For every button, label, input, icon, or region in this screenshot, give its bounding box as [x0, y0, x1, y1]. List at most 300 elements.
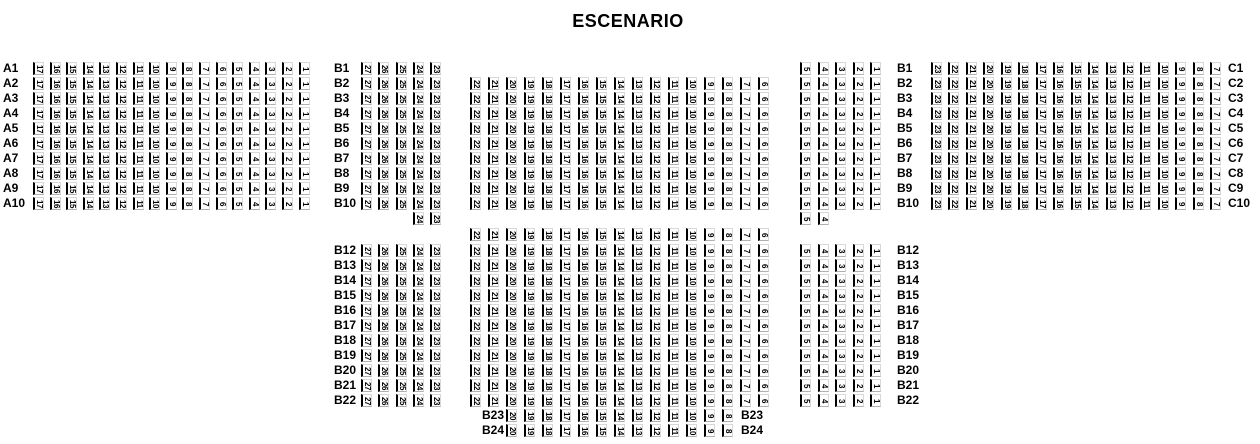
- seat-cell[interactable]: [668, 319, 679, 332]
- seat-cell[interactable]: [542, 259, 553, 272]
- seat-cell[interactable]: [668, 364, 679, 377]
- seat-cell[interactable]: [931, 197, 942, 210]
- seat-cell[interactable]: [983, 197, 994, 210]
- seat-cell[interactable]: [1071, 77, 1082, 90]
- seat-cell[interactable]: [578, 167, 589, 180]
- seat-cell[interactable]: [853, 349, 864, 362]
- seat-cell[interactable]: [931, 62, 942, 75]
- seat-cell[interactable]: [835, 122, 846, 135]
- seat-cell[interactable]: [686, 394, 697, 407]
- seat-cell[interactable]: [983, 92, 994, 105]
- seat-cell[interactable]: [413, 304, 424, 317]
- seat-cell[interactable]: [983, 62, 994, 75]
- seat-cell[interactable]: [1175, 107, 1186, 120]
- seat-cell[interactable]: [470, 349, 481, 362]
- seat-cell[interactable]: [1018, 197, 1029, 210]
- seat-cell[interactable]: [560, 137, 571, 150]
- seat-cell[interactable]: [430, 319, 441, 332]
- seat-cell[interactable]: [1158, 107, 1169, 120]
- seat-cell[interactable]: [1106, 62, 1117, 75]
- seat-cell[interactable]: [506, 394, 517, 407]
- seat-cell[interactable]: [818, 137, 829, 150]
- seat-cell[interactable]: [413, 244, 424, 257]
- seat-cell[interactable]: [800, 122, 811, 135]
- seat-cell[interactable]: [50, 122, 61, 135]
- seat-cell[interactable]: [596, 349, 607, 362]
- seat-cell[interactable]: [396, 334, 407, 347]
- seat-cell[interactable]: [722, 394, 733, 407]
- seat-cell[interactable]: [282, 167, 293, 180]
- seat-cell[interactable]: [722, 182, 733, 195]
- seat-cell[interactable]: [758, 304, 769, 317]
- seat-cell[interactable]: [835, 319, 846, 332]
- seat-cell[interactable]: [1001, 107, 1012, 120]
- seat-cell[interactable]: [430, 137, 441, 150]
- seat-cell[interactable]: [470, 289, 481, 302]
- seat-cell[interactable]: [632, 334, 643, 347]
- seat-cell[interactable]: [870, 289, 881, 302]
- seat-cell[interactable]: [232, 77, 243, 90]
- seat-cell[interactable]: [596, 228, 607, 241]
- seat-cell[interactable]: [1193, 197, 1204, 210]
- seat-cell[interactable]: [378, 122, 389, 135]
- seat-cell[interactable]: [361, 92, 372, 105]
- seat-cell[interactable]: [722, 122, 733, 135]
- seat-cell[interactable]: [818, 197, 829, 210]
- seat-cell[interactable]: [853, 62, 864, 75]
- seat-cell[interactable]: [488, 182, 499, 195]
- seat-cell[interactable]: [931, 77, 942, 90]
- seat-cell[interactable]: [1036, 167, 1047, 180]
- seat-cell[interactable]: [870, 77, 881, 90]
- seat-cell[interactable]: [578, 244, 589, 257]
- seat-cell[interactable]: [560, 167, 571, 180]
- seat-cell[interactable]: [668, 137, 679, 150]
- seat-cell[interactable]: [1175, 197, 1186, 210]
- seat-cell[interactable]: [722, 77, 733, 90]
- seat-cell[interactable]: [182, 107, 193, 120]
- seat-cell[interactable]: [33, 122, 44, 135]
- seat-cell[interactable]: [99, 197, 110, 210]
- seat-cell[interactable]: [99, 137, 110, 150]
- seat-cell[interactable]: [430, 394, 441, 407]
- seat-cell[interactable]: [66, 137, 77, 150]
- seat-cell[interactable]: [166, 182, 177, 195]
- seat-cell[interactable]: [361, 107, 372, 120]
- seat-cell[interactable]: [1106, 107, 1117, 120]
- seat-cell[interactable]: [758, 259, 769, 272]
- seat-cell[interactable]: [704, 424, 715, 437]
- seat-cell[interactable]: [1175, 152, 1186, 165]
- seat-cell[interactable]: [470, 379, 481, 392]
- seat-cell[interactable]: [430, 62, 441, 75]
- seat-cell[interactable]: [614, 289, 625, 302]
- seat-cell[interactable]: [378, 289, 389, 302]
- seat-cell[interactable]: [1018, 137, 1029, 150]
- seat-cell[interactable]: [835, 304, 846, 317]
- seat-cell[interactable]: [870, 122, 881, 135]
- seat-cell[interactable]: [948, 182, 959, 195]
- seat-cell[interactable]: [853, 274, 864, 287]
- seat-cell[interactable]: [396, 197, 407, 210]
- seat-cell[interactable]: [870, 182, 881, 195]
- seat-cell[interactable]: [596, 394, 607, 407]
- seat-cell[interactable]: [758, 274, 769, 287]
- seat-cell[interactable]: [870, 107, 881, 120]
- seat-cell[interactable]: [1088, 137, 1099, 150]
- seat-cell[interactable]: [853, 167, 864, 180]
- seat-cell[interactable]: [853, 334, 864, 347]
- seat-cell[interactable]: [299, 77, 310, 90]
- seat-cell[interactable]: [668, 92, 679, 105]
- seat-cell[interactable]: [542, 244, 553, 257]
- seat-cell[interactable]: [282, 62, 293, 75]
- seat-cell[interactable]: [722, 364, 733, 377]
- seat-cell[interactable]: [413, 167, 424, 180]
- seat-cell[interactable]: [1210, 167, 1221, 180]
- seat-cell[interactable]: [265, 167, 276, 180]
- seat-cell[interactable]: [33, 137, 44, 150]
- seat-cell[interactable]: [282, 122, 293, 135]
- seat-cell[interactable]: [182, 77, 193, 90]
- seat-cell[interactable]: [166, 167, 177, 180]
- seat-cell[interactable]: [1001, 182, 1012, 195]
- seat-cell[interactable]: [614, 319, 625, 332]
- seat-cell[interactable]: [1071, 137, 1082, 150]
- seat-cell[interactable]: [361, 182, 372, 195]
- seat-cell[interactable]: [166, 62, 177, 75]
- seat-cell[interactable]: [470, 107, 481, 120]
- seat-cell[interactable]: [818, 289, 829, 302]
- seat-cell[interactable]: [596, 409, 607, 422]
- seat-cell[interactable]: [835, 274, 846, 287]
- seat-cell[interactable]: [560, 107, 571, 120]
- seat-cell[interactable]: [1088, 92, 1099, 105]
- seat-cell[interactable]: [704, 244, 715, 257]
- seat-cell[interactable]: [1106, 182, 1117, 195]
- seat-cell[interactable]: [800, 334, 811, 347]
- seat-cell[interactable]: [182, 122, 193, 135]
- seat-cell[interactable]: [614, 274, 625, 287]
- seat-cell[interactable]: [282, 182, 293, 195]
- seat-cell[interactable]: [33, 107, 44, 120]
- seat-cell[interactable]: [133, 77, 144, 90]
- seat-cell[interactable]: [668, 107, 679, 120]
- seat-cell[interactable]: [378, 197, 389, 210]
- seat-cell[interactable]: [396, 182, 407, 195]
- seat-cell[interactable]: [983, 167, 994, 180]
- seat-cell[interactable]: [596, 334, 607, 347]
- seat-cell[interactable]: [1018, 62, 1029, 75]
- seat-cell[interactable]: [632, 379, 643, 392]
- seat-cell[interactable]: [1071, 182, 1082, 195]
- seat-cell[interactable]: [800, 212, 811, 225]
- seat-cell[interactable]: [66, 62, 77, 75]
- seat-cell[interactable]: [488, 394, 499, 407]
- seat-cell[interactable]: [686, 92, 697, 105]
- seat-cell[interactable]: [396, 122, 407, 135]
- seat-cell[interactable]: [818, 152, 829, 165]
- seat-cell[interactable]: [596, 182, 607, 195]
- seat-cell[interactable]: [853, 107, 864, 120]
- seat-cell[interactable]: [182, 197, 193, 210]
- seat-cell[interactable]: [1106, 152, 1117, 165]
- seat-cell[interactable]: [396, 349, 407, 362]
- seat-cell[interactable]: [66, 107, 77, 120]
- seat-cell[interactable]: [232, 197, 243, 210]
- seat-cell[interactable]: [470, 122, 481, 135]
- seat-cell[interactable]: [413, 152, 424, 165]
- seat-cell[interactable]: [948, 77, 959, 90]
- seat-cell[interactable]: [1071, 167, 1082, 180]
- seat-cell[interactable]: [668, 197, 679, 210]
- seat-cell[interactable]: [818, 62, 829, 75]
- seat-cell[interactable]: [396, 77, 407, 90]
- seat-cell[interactable]: [800, 379, 811, 392]
- seat-cell[interactable]: [818, 122, 829, 135]
- seat-cell[interactable]: [1001, 137, 1012, 150]
- seat-cell[interactable]: [1088, 197, 1099, 210]
- seat-cell[interactable]: [722, 137, 733, 150]
- seat-cell[interactable]: [560, 409, 571, 422]
- seat-cell[interactable]: [1053, 77, 1064, 90]
- seat-cell[interactable]: [265, 107, 276, 120]
- seat-cell[interactable]: [686, 244, 697, 257]
- seat-cell[interactable]: [614, 364, 625, 377]
- seat-cell[interactable]: [1036, 62, 1047, 75]
- seat-cell[interactable]: [686, 349, 697, 362]
- seat-cell[interactable]: [818, 107, 829, 120]
- seat-cell[interactable]: [488, 107, 499, 120]
- seat-cell[interactable]: [632, 364, 643, 377]
- seat-cell[interactable]: [948, 107, 959, 120]
- seat-cell[interactable]: [133, 62, 144, 75]
- seat-cell[interactable]: [668, 122, 679, 135]
- seat-cell[interactable]: [361, 349, 372, 362]
- seat-cell[interactable]: [506, 289, 517, 302]
- seat-cell[interactable]: [704, 349, 715, 362]
- seat-cell[interactable]: [668, 274, 679, 287]
- seat-cell[interactable]: [506, 228, 517, 241]
- seat-cell[interactable]: [818, 167, 829, 180]
- seat-cell[interactable]: [430, 304, 441, 317]
- seat-cell[interactable]: [632, 167, 643, 180]
- seat-cell[interactable]: [722, 167, 733, 180]
- seat-cell[interactable]: [265, 137, 276, 150]
- seat-cell[interactable]: [1088, 122, 1099, 135]
- seat-cell[interactable]: [1175, 182, 1186, 195]
- seat-cell[interactable]: [650, 197, 661, 210]
- seat-cell[interactable]: [396, 274, 407, 287]
- seat-cell[interactable]: [632, 122, 643, 135]
- seat-cell[interactable]: [650, 228, 661, 241]
- seat-cell[interactable]: [596, 319, 607, 332]
- seat-cell[interactable]: [800, 62, 811, 75]
- seat-cell[interactable]: [361, 122, 372, 135]
- seat-cell[interactable]: [524, 304, 535, 317]
- seat-cell[interactable]: [966, 77, 977, 90]
- seat-cell[interactable]: [361, 289, 372, 302]
- seat-cell[interactable]: [378, 167, 389, 180]
- seat-cell[interactable]: [740, 304, 751, 317]
- seat-cell[interactable]: [1210, 137, 1221, 150]
- seat-cell[interactable]: [722, 304, 733, 317]
- seat-cell[interactable]: [596, 197, 607, 210]
- seat-cell[interactable]: [249, 62, 260, 75]
- seat-cell[interactable]: [853, 77, 864, 90]
- seat-cell[interactable]: [506, 409, 517, 422]
- seat-cell[interactable]: [33, 197, 44, 210]
- seat-cell[interactable]: [596, 152, 607, 165]
- seat-cell[interactable]: [668, 409, 679, 422]
- seat-cell[interactable]: [704, 182, 715, 195]
- seat-cell[interactable]: [542, 167, 553, 180]
- seat-cell[interactable]: [488, 77, 499, 90]
- seat-cell[interactable]: [853, 122, 864, 135]
- seat-cell[interactable]: [722, 349, 733, 362]
- seat-cell[interactable]: [524, 409, 535, 422]
- seat-cell[interactable]: [835, 152, 846, 165]
- seat-cell[interactable]: [650, 379, 661, 392]
- seat-cell[interactable]: [413, 122, 424, 135]
- seat-cell[interactable]: [650, 152, 661, 165]
- seat-cell[interactable]: [413, 62, 424, 75]
- seat-cell[interactable]: [413, 182, 424, 195]
- seat-cell[interactable]: [668, 379, 679, 392]
- seat-cell[interactable]: [1158, 137, 1169, 150]
- seat-cell[interactable]: [542, 319, 553, 332]
- seat-cell[interactable]: [1140, 182, 1151, 195]
- seat-cell[interactable]: [199, 197, 210, 210]
- seat-cell[interactable]: [524, 182, 535, 195]
- seat-cell[interactable]: [166, 137, 177, 150]
- seat-cell[interactable]: [488, 137, 499, 150]
- seat-cell[interactable]: [686, 334, 697, 347]
- seat-cell[interactable]: [232, 92, 243, 105]
- seat-cell[interactable]: [800, 137, 811, 150]
- seat-cell[interactable]: [1001, 92, 1012, 105]
- seat-cell[interactable]: [378, 259, 389, 272]
- seat-cell[interactable]: [1158, 62, 1169, 75]
- seat-cell[interactable]: [560, 274, 571, 287]
- seat-cell[interactable]: [704, 319, 715, 332]
- seat-cell[interactable]: [650, 424, 661, 437]
- seat-cell[interactable]: [983, 77, 994, 90]
- seat-cell[interactable]: [870, 334, 881, 347]
- seat-cell[interactable]: [614, 182, 625, 195]
- seat-cell[interactable]: [413, 92, 424, 105]
- seat-cell[interactable]: [686, 182, 697, 195]
- seat-cell[interactable]: [116, 197, 127, 210]
- seat-cell[interactable]: [50, 62, 61, 75]
- seat-cell[interactable]: [1053, 167, 1064, 180]
- seat-cell[interactable]: [396, 304, 407, 317]
- seat-cell[interactable]: [800, 394, 811, 407]
- seat-cell[interactable]: [1193, 107, 1204, 120]
- seat-cell[interactable]: [632, 409, 643, 422]
- seat-cell[interactable]: [650, 364, 661, 377]
- seat-cell[interactable]: [470, 77, 481, 90]
- seat-cell[interactable]: [560, 394, 571, 407]
- seat-cell[interactable]: [1053, 122, 1064, 135]
- seat-cell[interactable]: [800, 259, 811, 272]
- seat-cell[interactable]: [800, 92, 811, 105]
- seat-cell[interactable]: [430, 92, 441, 105]
- seat-cell[interactable]: [704, 379, 715, 392]
- seat-cell[interactable]: [870, 244, 881, 257]
- seat-cell[interactable]: [704, 409, 715, 422]
- seat-cell[interactable]: [83, 62, 94, 75]
- seat-cell[interactable]: [524, 259, 535, 272]
- seat-cell[interactable]: [133, 122, 144, 135]
- seat-cell[interactable]: [596, 77, 607, 90]
- seat-cell[interactable]: [506, 424, 517, 437]
- seat-cell[interactable]: [542, 197, 553, 210]
- seat-cell[interactable]: [199, 62, 210, 75]
- seat-cell[interactable]: [542, 152, 553, 165]
- seat-cell[interactable]: [818, 259, 829, 272]
- seat-cell[interactable]: [430, 274, 441, 287]
- seat-cell[interactable]: [931, 137, 942, 150]
- seat-cell[interactable]: [853, 379, 864, 392]
- seat-cell[interactable]: [199, 182, 210, 195]
- seat-cell[interactable]: [818, 304, 829, 317]
- seat-cell[interactable]: [413, 319, 424, 332]
- seat-cell[interactable]: [232, 182, 243, 195]
- seat-cell[interactable]: [758, 137, 769, 150]
- seat-cell[interactable]: [668, 394, 679, 407]
- seat-cell[interactable]: [650, 259, 661, 272]
- seat-cell[interactable]: [686, 122, 697, 135]
- seat-cell[interactable]: [704, 107, 715, 120]
- seat-cell[interactable]: [560, 424, 571, 437]
- seat-cell[interactable]: [578, 77, 589, 90]
- seat-cell[interactable]: [430, 244, 441, 257]
- seat-cell[interactable]: [1001, 152, 1012, 165]
- seat-cell[interactable]: [668, 77, 679, 90]
- seat-cell[interactable]: [870, 274, 881, 287]
- seat-cell[interactable]: [704, 289, 715, 302]
- seat-cell[interactable]: [578, 319, 589, 332]
- seat-cell[interactable]: [578, 152, 589, 165]
- seat-cell[interactable]: [413, 364, 424, 377]
- seat-cell[interactable]: [83, 197, 94, 210]
- seat-cell[interactable]: [560, 77, 571, 90]
- seat-cell[interactable]: [1210, 122, 1221, 135]
- seat-cell[interactable]: [488, 304, 499, 317]
- seat-cell[interactable]: [1036, 92, 1047, 105]
- seat-cell[interactable]: [818, 77, 829, 90]
- seat-cell[interactable]: [632, 228, 643, 241]
- seat-cell[interactable]: [870, 304, 881, 317]
- seat-cell[interactable]: [668, 334, 679, 347]
- seat-cell[interactable]: [133, 137, 144, 150]
- seat-cell[interactable]: [1036, 122, 1047, 135]
- seat-cell[interactable]: [740, 379, 751, 392]
- seat-cell[interactable]: [870, 167, 881, 180]
- seat-cell[interactable]: [299, 167, 310, 180]
- seat-cell[interactable]: [1088, 152, 1099, 165]
- seat-cell[interactable]: [361, 319, 372, 332]
- seat-cell[interactable]: [668, 182, 679, 195]
- seat-cell[interactable]: [413, 349, 424, 362]
- seat-cell[interactable]: [470, 259, 481, 272]
- seat-cell[interactable]: [1210, 77, 1221, 90]
- seat-cell[interactable]: [50, 182, 61, 195]
- seat-cell[interactable]: [282, 77, 293, 90]
- seat-cell[interactable]: [740, 228, 751, 241]
- seat-cell[interactable]: [430, 259, 441, 272]
